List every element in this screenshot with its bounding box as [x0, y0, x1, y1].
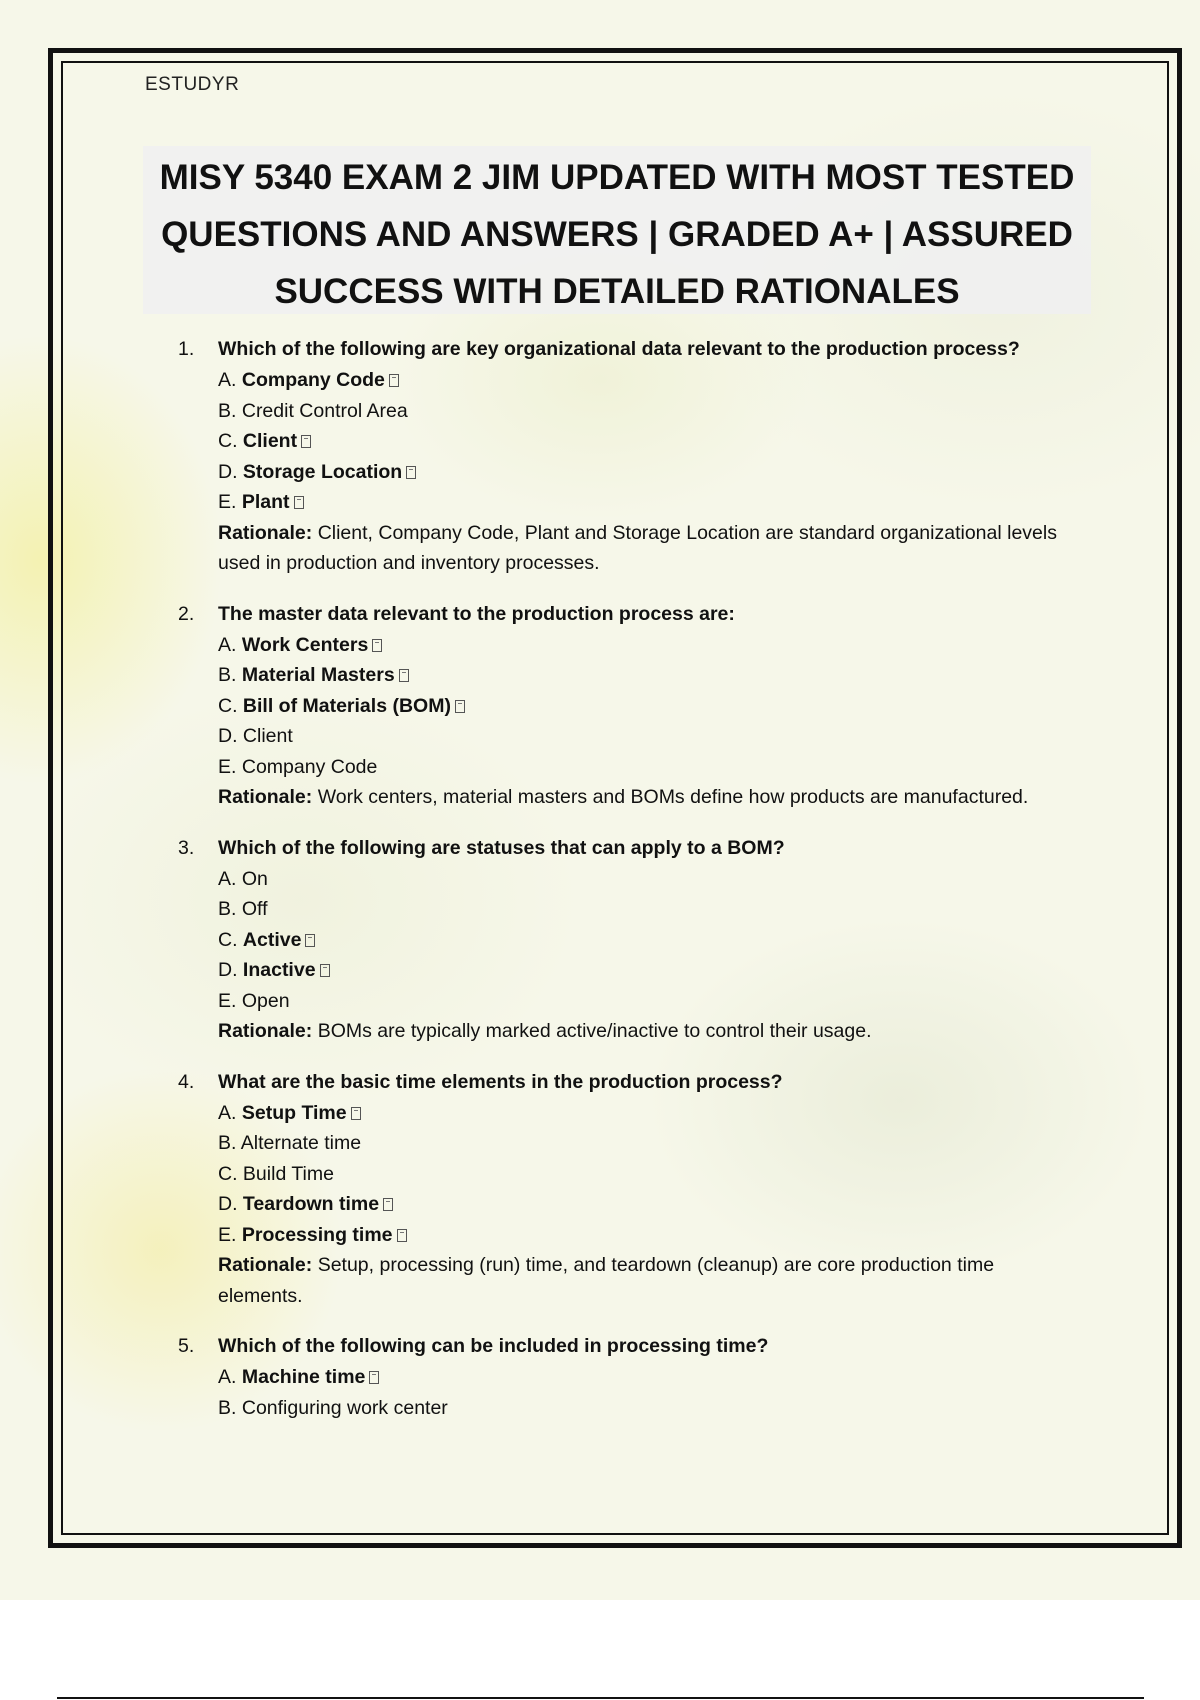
rationale-label: Rationale: [218, 521, 313, 544]
rationale [218, 782, 1098, 813]
rationale-text: Client, Company Code, Plant and Storage Location are standard organizational levels [317, 521, 1057, 544]
question-4 [178, 1067, 1098, 1312]
option-label: B. [218, 664, 237, 686]
correct-mark-icon [383, 1198, 393, 1211]
option-label: B. [218, 1396, 237, 1419]
title-line: SUCCESS WITH DETAILED RATIONALES [274, 272, 960, 311]
option-label: E. [218, 1223, 237, 1246]
question-text: Which of the following are statuses that can apply to a BOM? [218, 836, 785, 859]
option-text: On [241, 867, 268, 890]
option-b [218, 894, 1098, 925]
option-text: Alternate time [240, 1132, 362, 1154]
option-label: A. [218, 1366, 237, 1388]
correct-mark-icon [351, 1107, 361, 1120]
question-5 [178, 1331, 1098, 1423]
option-text: Teardown time [242, 1193, 380, 1215]
option-label: C. [218, 694, 238, 717]
option-list [218, 630, 1098, 783]
option-d [218, 955, 1098, 986]
option-label: A. [218, 633, 237, 656]
option-label: D. [218, 725, 238, 747]
option-label: C. [218, 1162, 238, 1185]
option-text: Company Code [241, 369, 385, 391]
option-label: A. [218, 867, 237, 890]
correct-mark-icon [399, 669, 409, 682]
correct-mark-icon [294, 496, 304, 509]
option-c [218, 1159, 1098, 1190]
correct-mark-icon [372, 639, 382, 652]
option-text: Configuring work center [241, 1396, 448, 1419]
question-text: The master data relevant to the production process are: [218, 602, 735, 625]
rationale [218, 518, 1098, 579]
option-e [218, 986, 1098, 1017]
option-list [218, 1362, 1098, 1423]
option-e [218, 752, 1098, 783]
rationale-text: BOMs are typically marked active/inactive to control their usage. [317, 1020, 872, 1042]
option-label: E. [218, 989, 237, 1012]
correct-mark-icon [406, 466, 416, 479]
question-text: What are the basic time elements in the production process? [218, 1070, 783, 1093]
option-a [218, 630, 1098, 661]
option-label: E. [218, 755, 237, 778]
option-text: Company Code [241, 755, 378, 778]
option-text: Machine time [241, 1366, 366, 1388]
correct-mark-icon [397, 1229, 407, 1242]
option-text: Processing time [241, 1223, 393, 1246]
title-line: MISY 5340 EXAM 2 JIM UPDATED WITH MOST TESTED [159, 158, 1075, 197]
rationale [218, 1250, 1098, 1311]
option-d [218, 721, 1098, 752]
question-number: 1. [178, 338, 195, 360]
option-text: Setup Time [241, 1101, 347, 1124]
option-label: D. [218, 959, 238, 981]
option-label: A. [218, 1101, 237, 1124]
question-number: 4. [178, 1070, 195, 1093]
question-2 [178, 599, 1098, 813]
rationale-label: Rationale: [218, 1254, 313, 1276]
rationale-text: elements. [218, 1284, 303, 1307]
option-label: B. [218, 399, 237, 422]
option-list [218, 864, 1098, 1017]
question-text: Which of the following are key organizational data relevant to the production process? [218, 338, 1020, 360]
option-a [218, 864, 1098, 895]
question-number: 5. [178, 1335, 195, 1357]
option-text: Storage Location [242, 460, 403, 483]
option-label: E. [218, 491, 237, 513]
option-list [218, 1098, 1098, 1251]
option-text: Work Centers [241, 633, 369, 656]
correct-mark-icon [301, 435, 311, 448]
document-title [143, 146, 1091, 314]
rationale-label: Rationale: [218, 786, 313, 808]
option-e [218, 1220, 1098, 1251]
correct-mark-icon [305, 934, 315, 947]
option-d [218, 457, 1098, 488]
option-c [218, 426, 1098, 457]
title-line: QUESTIONS AND ANSWERS | GRADED A+ | ASSURED [161, 215, 1073, 254]
option-text: Build Time [242, 1162, 334, 1185]
option-b [218, 1128, 1098, 1159]
correct-mark-icon [320, 964, 330, 977]
option-text: Plant [241, 491, 290, 513]
option-text: Client [242, 430, 298, 452]
option-c [218, 691, 1098, 722]
option-label: A. [218, 369, 237, 391]
question-number: 2. [178, 602, 195, 625]
option-d [218, 1189, 1098, 1220]
option-text: Credit Control Area [241, 399, 408, 422]
option-label: C. [218, 430, 238, 452]
option-label: C. [218, 928, 238, 951]
option-text: Bill of Materials (BOM) [242, 694, 451, 717]
question-3 [178, 833, 1098, 1047]
question-number: 3. [178, 836, 195, 859]
option-text: Material Masters [241, 664, 395, 686]
correct-mark-icon [389, 374, 399, 387]
option-label: D. [218, 460, 238, 483]
option-label: B. [218, 1132, 237, 1154]
rationale-text: used in production and inventory processes. [218, 552, 600, 574]
footer-rule [57, 1697, 1144, 1699]
option-label: D. [218, 1193, 238, 1215]
correct-mark-icon [455, 700, 465, 713]
option-text: Open [241, 989, 290, 1012]
header-label: ESTUDYR [145, 74, 240, 95]
option-b [218, 1393, 1098, 1424]
correct-mark-icon [369, 1371, 379, 1384]
rationale [218, 1016, 1098, 1047]
option-text: Off [241, 898, 268, 920]
option-b [218, 660, 1098, 691]
option-c [218, 925, 1098, 956]
option-a [218, 365, 1098, 396]
option-text: Client [242, 725, 293, 747]
question-list [178, 334, 1098, 1443]
option-e [218, 487, 1098, 518]
question-1 [178, 334, 1098, 579]
option-list [218, 365, 1098, 518]
option-a [218, 1362, 1098, 1393]
option-label: B. [218, 898, 237, 920]
question-text: Which of the following can be included in processing time? [218, 1335, 769, 1357]
rationale-text: Work centers, material masters and BOMs define how products are manufactured. [317, 786, 1029, 808]
option-a [218, 1098, 1098, 1129]
rationale-text: Setup, processing (run) time, and teardown (cleanup) are core production time [317, 1254, 995, 1276]
option-text: Inactive [242, 959, 316, 981]
rationale-label: Rationale: [218, 1020, 313, 1042]
option-b [218, 396, 1098, 427]
option-text: Active [242, 928, 302, 951]
